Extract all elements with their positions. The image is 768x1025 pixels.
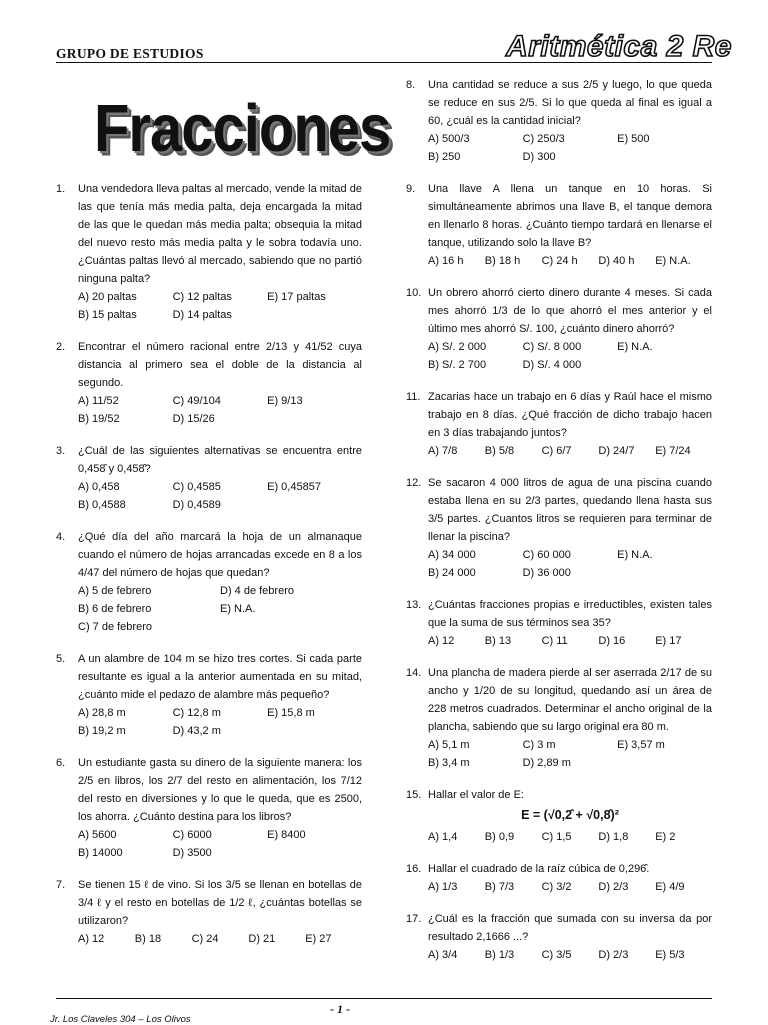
question-body <box>428 596 712 650</box>
answer-option: C) 60 000 <box>522 549 571 561</box>
answer-options <box>428 632 712 650</box>
question-number: 12. <box>406 477 422 489</box>
question-number: 7. <box>56 879 66 891</box>
questions-column-left <box>56 180 362 962</box>
answer-option: A) 1/3 <box>428 881 458 893</box>
question-body <box>428 76 712 166</box>
question-body <box>428 180 712 270</box>
answer-option: E) N.A. <box>617 341 653 353</box>
question-body <box>428 474 712 582</box>
question-stem: Una cantidad se reduce a sus 2/5 y luego, lo que queda se reduce en sus 2/5. Si lo que queda al final es igual a 60, ¿cuál es la cantidad inicial? <box>428 79 712 127</box>
answer-option: C) 6000 <box>172 829 212 841</box>
answer-option: A) 28,8 m <box>78 707 126 719</box>
question-item <box>56 442 362 514</box>
question-item <box>406 180 712 270</box>
answer-option: D) 0,4589 <box>172 499 221 511</box>
answer-option: B) 7/3 <box>484 881 515 893</box>
answer-option: A) 0,458 <box>78 481 120 493</box>
answer-option: A) 500/3 <box>428 133 470 145</box>
answer-option: B) 14000 <box>78 847 123 859</box>
answer-option: E) 9/13 <box>267 395 303 407</box>
question-item <box>406 388 712 460</box>
footer-address: Jr. Los Claveles 304 – Los Olivos <box>50 1014 191 1025</box>
answer-option: E) 5/3 <box>655 949 685 961</box>
answer-option: E) 17 <box>655 635 682 647</box>
answer-option: C) 11 <box>541 635 568 647</box>
answer-option: C) 1,5 <box>541 831 572 843</box>
header-subject: Aritmética 2 Re <box>506 30 732 63</box>
question-stem: Zacarias hace un trabajo en 6 días y Raúl hace el mismo trabajo en 8 días. ¿Qué fracción de dicho trabajo hacen en 3 días trabajando juntos? <box>428 391 712 439</box>
answer-option: D) 3500 <box>172 847 212 859</box>
answer-option: A) 1,4 <box>428 831 458 843</box>
question-item <box>56 754 362 862</box>
answer-options <box>428 736 712 772</box>
answer-option: E) 3,57 m <box>617 739 665 751</box>
question-stem: Encontrar el número racional entre 2/13 y 41/52 cuya distancia al primero sea el doble de la distancia al segundo. <box>78 341 362 389</box>
answer-options <box>78 478 362 514</box>
question-item <box>56 180 362 324</box>
answer-option: E) 7/24 <box>655 445 691 457</box>
answer-option: A) 16 h <box>428 255 464 267</box>
answer-option: D) 4 de febrero <box>220 585 294 597</box>
answer-option: D) S/. 4 000 <box>522 359 582 371</box>
question-item <box>406 76 712 166</box>
answer-option: A) 12 <box>78 933 105 945</box>
answer-options <box>78 392 362 428</box>
answer-option: D) 43,2 m <box>172 725 221 737</box>
question-body <box>78 876 362 948</box>
question-item <box>406 664 712 772</box>
question-number: 10. <box>406 287 422 299</box>
answer-option: D) 40 h <box>598 255 635 267</box>
answer-option: B) 6 de febrero <box>78 603 152 615</box>
answer-option: E) N.A. <box>220 603 256 615</box>
answer-option: C) 3 m <box>522 739 556 751</box>
answer-option: C) 12 paltas <box>172 291 232 303</box>
answer-option: A) 11/52 <box>78 395 119 407</box>
answer-option: B) 18 <box>134 933 162 945</box>
question-stem: ¿Qué día del año marcará la hoja de un almanaque cuando el número de hojas arrancadas excede en 8 a los 4/47 del número de hojas que quedan? <box>78 531 362 579</box>
answer-option: E) 2 <box>655 831 676 843</box>
question-number: 2. <box>56 341 66 353</box>
question-body <box>78 650 362 740</box>
answer-options <box>428 442 712 460</box>
question-body <box>428 284 712 374</box>
answer-option: D) 2,89 m <box>522 757 571 769</box>
question-item <box>406 596 712 650</box>
question-number: 9. <box>406 183 416 195</box>
answer-option: D) 1,8 <box>598 831 629 843</box>
answer-option: B) 19/52 <box>78 413 120 425</box>
question-item <box>56 650 362 740</box>
answer-option: E) 500 <box>617 133 650 145</box>
answer-option: C) 24 <box>191 933 219 945</box>
answer-option: A) 3/4 <box>428 949 458 961</box>
answer-option: A) 20 paltas <box>78 291 137 303</box>
question-item <box>56 528 362 636</box>
question-body <box>78 338 362 428</box>
answer-option: C) 7 de febrero <box>78 621 152 633</box>
answer-option: B) 15 paltas <box>78 309 137 321</box>
question-formula: E = (√0,2̂ + √0,8̂)² <box>521 808 619 822</box>
answer-option: D) 14 paltas <box>172 309 232 321</box>
answer-option: D) 2/3 <box>598 881 629 893</box>
answer-option: B) S/. 2 700 <box>428 359 487 371</box>
answer-option: C) 6/7 <box>541 445 572 457</box>
answer-options <box>78 288 362 324</box>
answer-options <box>78 704 362 740</box>
answer-option: D) 21 <box>248 933 276 945</box>
answer-option: C) 24 h <box>541 255 578 267</box>
question-body <box>78 442 362 514</box>
question-number: 5. <box>56 653 66 665</box>
answer-option: D) 24/7 <box>598 445 635 457</box>
answer-option: A) 5600 <box>78 829 117 841</box>
answer-option: D) 2/3 <box>598 949 629 961</box>
question-item <box>406 786 712 846</box>
answer-option: E) 27 <box>305 933 332 945</box>
answer-option: B) 5/8 <box>484 445 515 457</box>
question-number: 4. <box>56 531 66 543</box>
question-item <box>406 860 712 896</box>
answer-option: E) 17 paltas <box>267 291 326 303</box>
answer-options <box>428 828 712 846</box>
answer-option: B) 24 000 <box>428 567 476 579</box>
answer-option: A) 7/8 <box>428 445 458 457</box>
question-item <box>56 338 362 428</box>
question-number: 15. <box>406 789 422 801</box>
question-stem: Un estudiante gasta su dinero de la siguiente manera: los 2/5 en libros, los 2/7 del resto en alimentación, los 7/12 del resto en diversiones y lo que le queda, que es 2500, los ahorra. ¿Cuánto destina para los libros? <box>78 757 362 823</box>
answer-option: E) N.A. <box>617 549 653 561</box>
question-body <box>428 388 712 460</box>
question-number: 3. <box>56 445 66 457</box>
answer-option: C) 0,4585 <box>172 481 221 493</box>
question-stem: ¿Cuál de las siguientes alternativas se encuentra entre 0,458̂ y 0,458̂? <box>78 445 362 475</box>
question-number: 6. <box>56 757 66 769</box>
answer-options <box>428 878 712 896</box>
answer-option: A) 12 <box>428 635 455 647</box>
answer-option: B) 0,9 <box>484 831 515 843</box>
question-number: 11. <box>406 391 421 403</box>
question-body <box>428 860 712 896</box>
question-stem: Una vendedora lleva paltas al mercado, vende la mitad de las que tenía más media palta, deja encargada la mitad de las que le quedan más media palta; obsequia la mitad del nuevo resto más media palta y le sobra todavía uno. ¿Cuántas paltas llevó al mercado, sabiendo que no partió ninguna palta? <box>78 183 362 285</box>
answer-option: C) 12,8 m <box>172 707 221 719</box>
answer-options <box>428 130 712 166</box>
question-body <box>78 528 362 636</box>
answer-option: B) 18 h <box>484 255 521 267</box>
question-stem: Se tienen 15 ℓ de vino. Si los 3/5 se llenan en botellas de 3/4 ℓ y el resto en botellas de 1/2 ℓ, ¿cuántas botellas se utilizaron? <box>78 879 362 927</box>
page-title: Fracciones <box>94 91 391 166</box>
answer-option: B) 19,2 m <box>78 725 126 737</box>
question-item <box>406 910 712 964</box>
question-body <box>428 910 712 964</box>
question-item <box>56 876 362 948</box>
question-stem: Hallar el cuadrado de la raíz cúbica de 0,296̂. <box>428 863 650 875</box>
answer-options <box>428 338 712 374</box>
questions-column-right <box>406 76 712 978</box>
question-stem: Hallar el valor de E: <box>428 789 524 801</box>
answer-option: B) 13 <box>484 635 512 647</box>
answer-options <box>78 582 362 636</box>
answer-option: C) S/. 8 000 <box>522 341 582 353</box>
answer-option: D) 15/26 <box>172 413 215 425</box>
answer-option: E) 15,8 m <box>267 707 315 719</box>
answer-option: C) 3/2 <box>541 881 572 893</box>
question-stem: Se sacaron 4 000 litros de agua de una piscina cuando estaba llena en su 2/3 partes, quedando llena hasta sus 3/5 partes. ¿Cuantos litros se requieren para terminar de llenar la piscina? <box>428 477 712 543</box>
question-body <box>428 664 712 772</box>
answer-options <box>78 930 362 948</box>
question-stem: Una llave A llena un tanque en 10 horas. Si simultáneamente abrimos una llave B, el tanque demora en llenarlo 8 horas. ¿Cuánto tiempo tardará en llenarse el tanque, utilizando solo la llave B? <box>428 183 712 249</box>
question-number: 1. <box>56 183 66 195</box>
answer-option: A) 5 de febrero <box>78 585 152 597</box>
answer-option: B) 1/3 <box>484 949 515 961</box>
answer-option: A) 34 000 <box>428 549 476 561</box>
question-number: 13. <box>406 599 422 611</box>
question-number: 8. <box>406 79 416 91</box>
answer-option: C) 250/3 <box>522 133 565 145</box>
answer-options <box>78 826 362 862</box>
question-number: 14. <box>406 667 422 679</box>
answer-option: C) 3/5 <box>541 949 572 961</box>
answer-option: B) 250 <box>428 151 461 163</box>
answer-option: B) 0,4588 <box>78 499 126 511</box>
question-stem: A un alambre de 104 m se hizo tres cortes. Si cada parte resultante es igual a la anterior aumentada en su mitad, ¿cuánto mide el pedazo de alambre más pequeño? <box>78 653 362 701</box>
question-item <box>406 284 712 374</box>
footer-rule <box>56 998 712 999</box>
answer-option: D) 16 <box>598 635 626 647</box>
question-stem: ¿Cuántas fracciones propias e irreductibles, existen tales que la suma de sus términos sea 35? <box>428 599 712 629</box>
question-number: 17. <box>406 913 422 925</box>
answer-option: C) 49/104 <box>172 395 221 407</box>
answer-option: E) 4/9 <box>655 881 685 893</box>
answer-option: E) N.A. <box>655 255 691 267</box>
page-number: - 1 - <box>330 1002 350 1016</box>
question-body <box>78 180 362 324</box>
question-body <box>428 786 712 846</box>
answer-option: E) 8400 <box>267 829 306 841</box>
question-item <box>406 474 712 582</box>
answer-option: A) 5,1 m <box>428 739 470 751</box>
answer-option: A) S/. 2 000 <box>428 341 487 353</box>
question-body <box>78 754 362 862</box>
answer-option: B) 3,4 m <box>428 757 470 769</box>
answer-option: D) 300 <box>522 151 556 163</box>
answer-option: E) 0,45857 <box>267 481 321 493</box>
answer-option: D) 36 000 <box>522 567 571 579</box>
answer-options <box>428 946 712 964</box>
answer-options <box>428 252 712 270</box>
question-stem: Una plancha de madera pierde al ser aserrada 2/17 de su ancho y 1/20 de su longitud, quedando así un área de 228 metros cuadrados. Determinar el ancho original de la plancha, sabiendo que su largo original era 80 m. <box>428 667 712 733</box>
question-number: 16. <box>406 863 422 875</box>
question-stem: Un obrero ahorró cierto dinero durante 4 meses. Si cada mes ahorró 1/3 de lo que ahorró el mes anterior y el último mes ahorró S/. 100, ¿cuánto dinero ahorró? <box>428 287 712 335</box>
answer-options <box>428 546 712 582</box>
header-group-label: GRUPO DE ESTUDIOS <box>56 46 204 61</box>
question-stem: ¿Cuál es la fracción que sumada con su inversa da por resultado 2,1666 ...? <box>428 913 712 943</box>
